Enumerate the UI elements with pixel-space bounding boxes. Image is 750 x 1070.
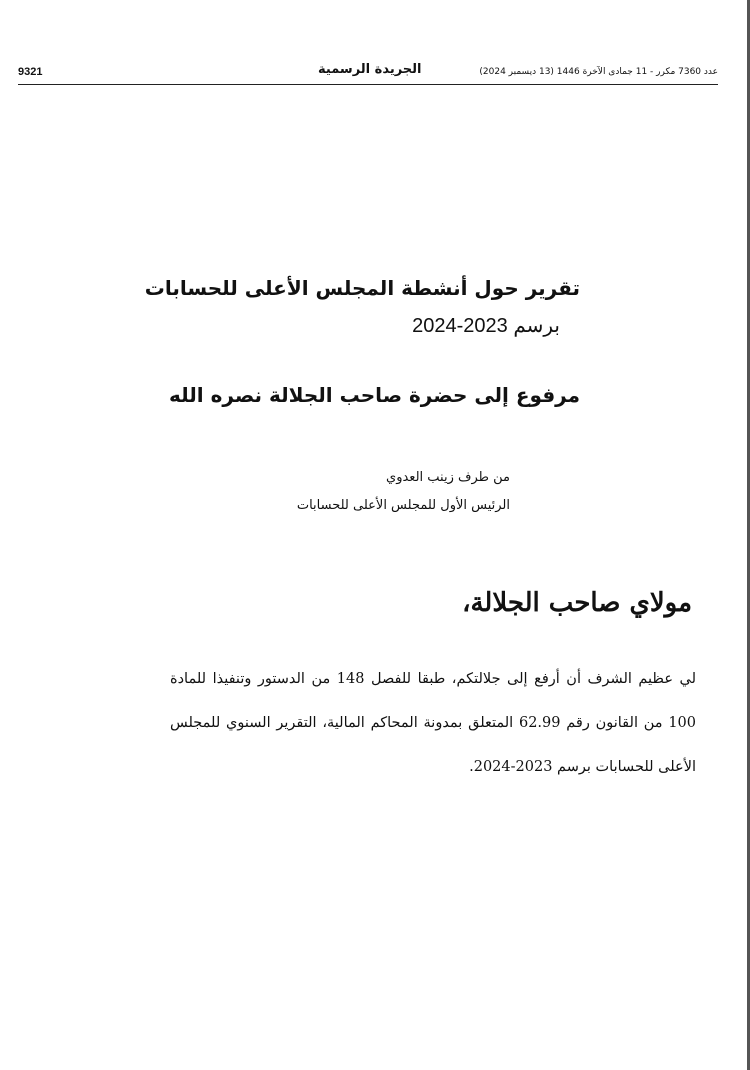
letter-body: لي عظيم الشرف أن أرفع إلى جلالتكم، طبقا للفصل 148 من الدستور وتنفيذا للمادة 100 من القانون رقم 62.99 المتعلق بمدونة المحاكم المالية، التقرير السنوي للمجلس الأعلى للحسابات برسم 2023-2024. <box>170 671 696 775</box>
gazette-title: الجريدة الرسمية <box>318 62 422 77</box>
report-title: تقرير حول أنشطة المجلس الأعلى للحسابات <box>144 276 580 300</box>
author-name: من طرف زينب العدوي <box>386 470 510 485</box>
author-title: الرئيس الأول للمجلس الأعلى للحسابات <box>296 498 510 513</box>
page-header <box>18 62 718 85</box>
presented-to: مرفوع إلى حضرة صاحب الجلالة نصره الله <box>168 383 580 407</box>
letter-salutation: مولاي صاحب الجلالة، <box>462 588 692 618</box>
page-number: 9321 <box>18 66 43 78</box>
report-year: برسم 2023-2024 <box>412 315 560 337</box>
issue-info: عدد 7360 مكرر - 11 جمادى الآخرة 1446 (13 ديسمبر 2024) <box>479 67 718 77</box>
